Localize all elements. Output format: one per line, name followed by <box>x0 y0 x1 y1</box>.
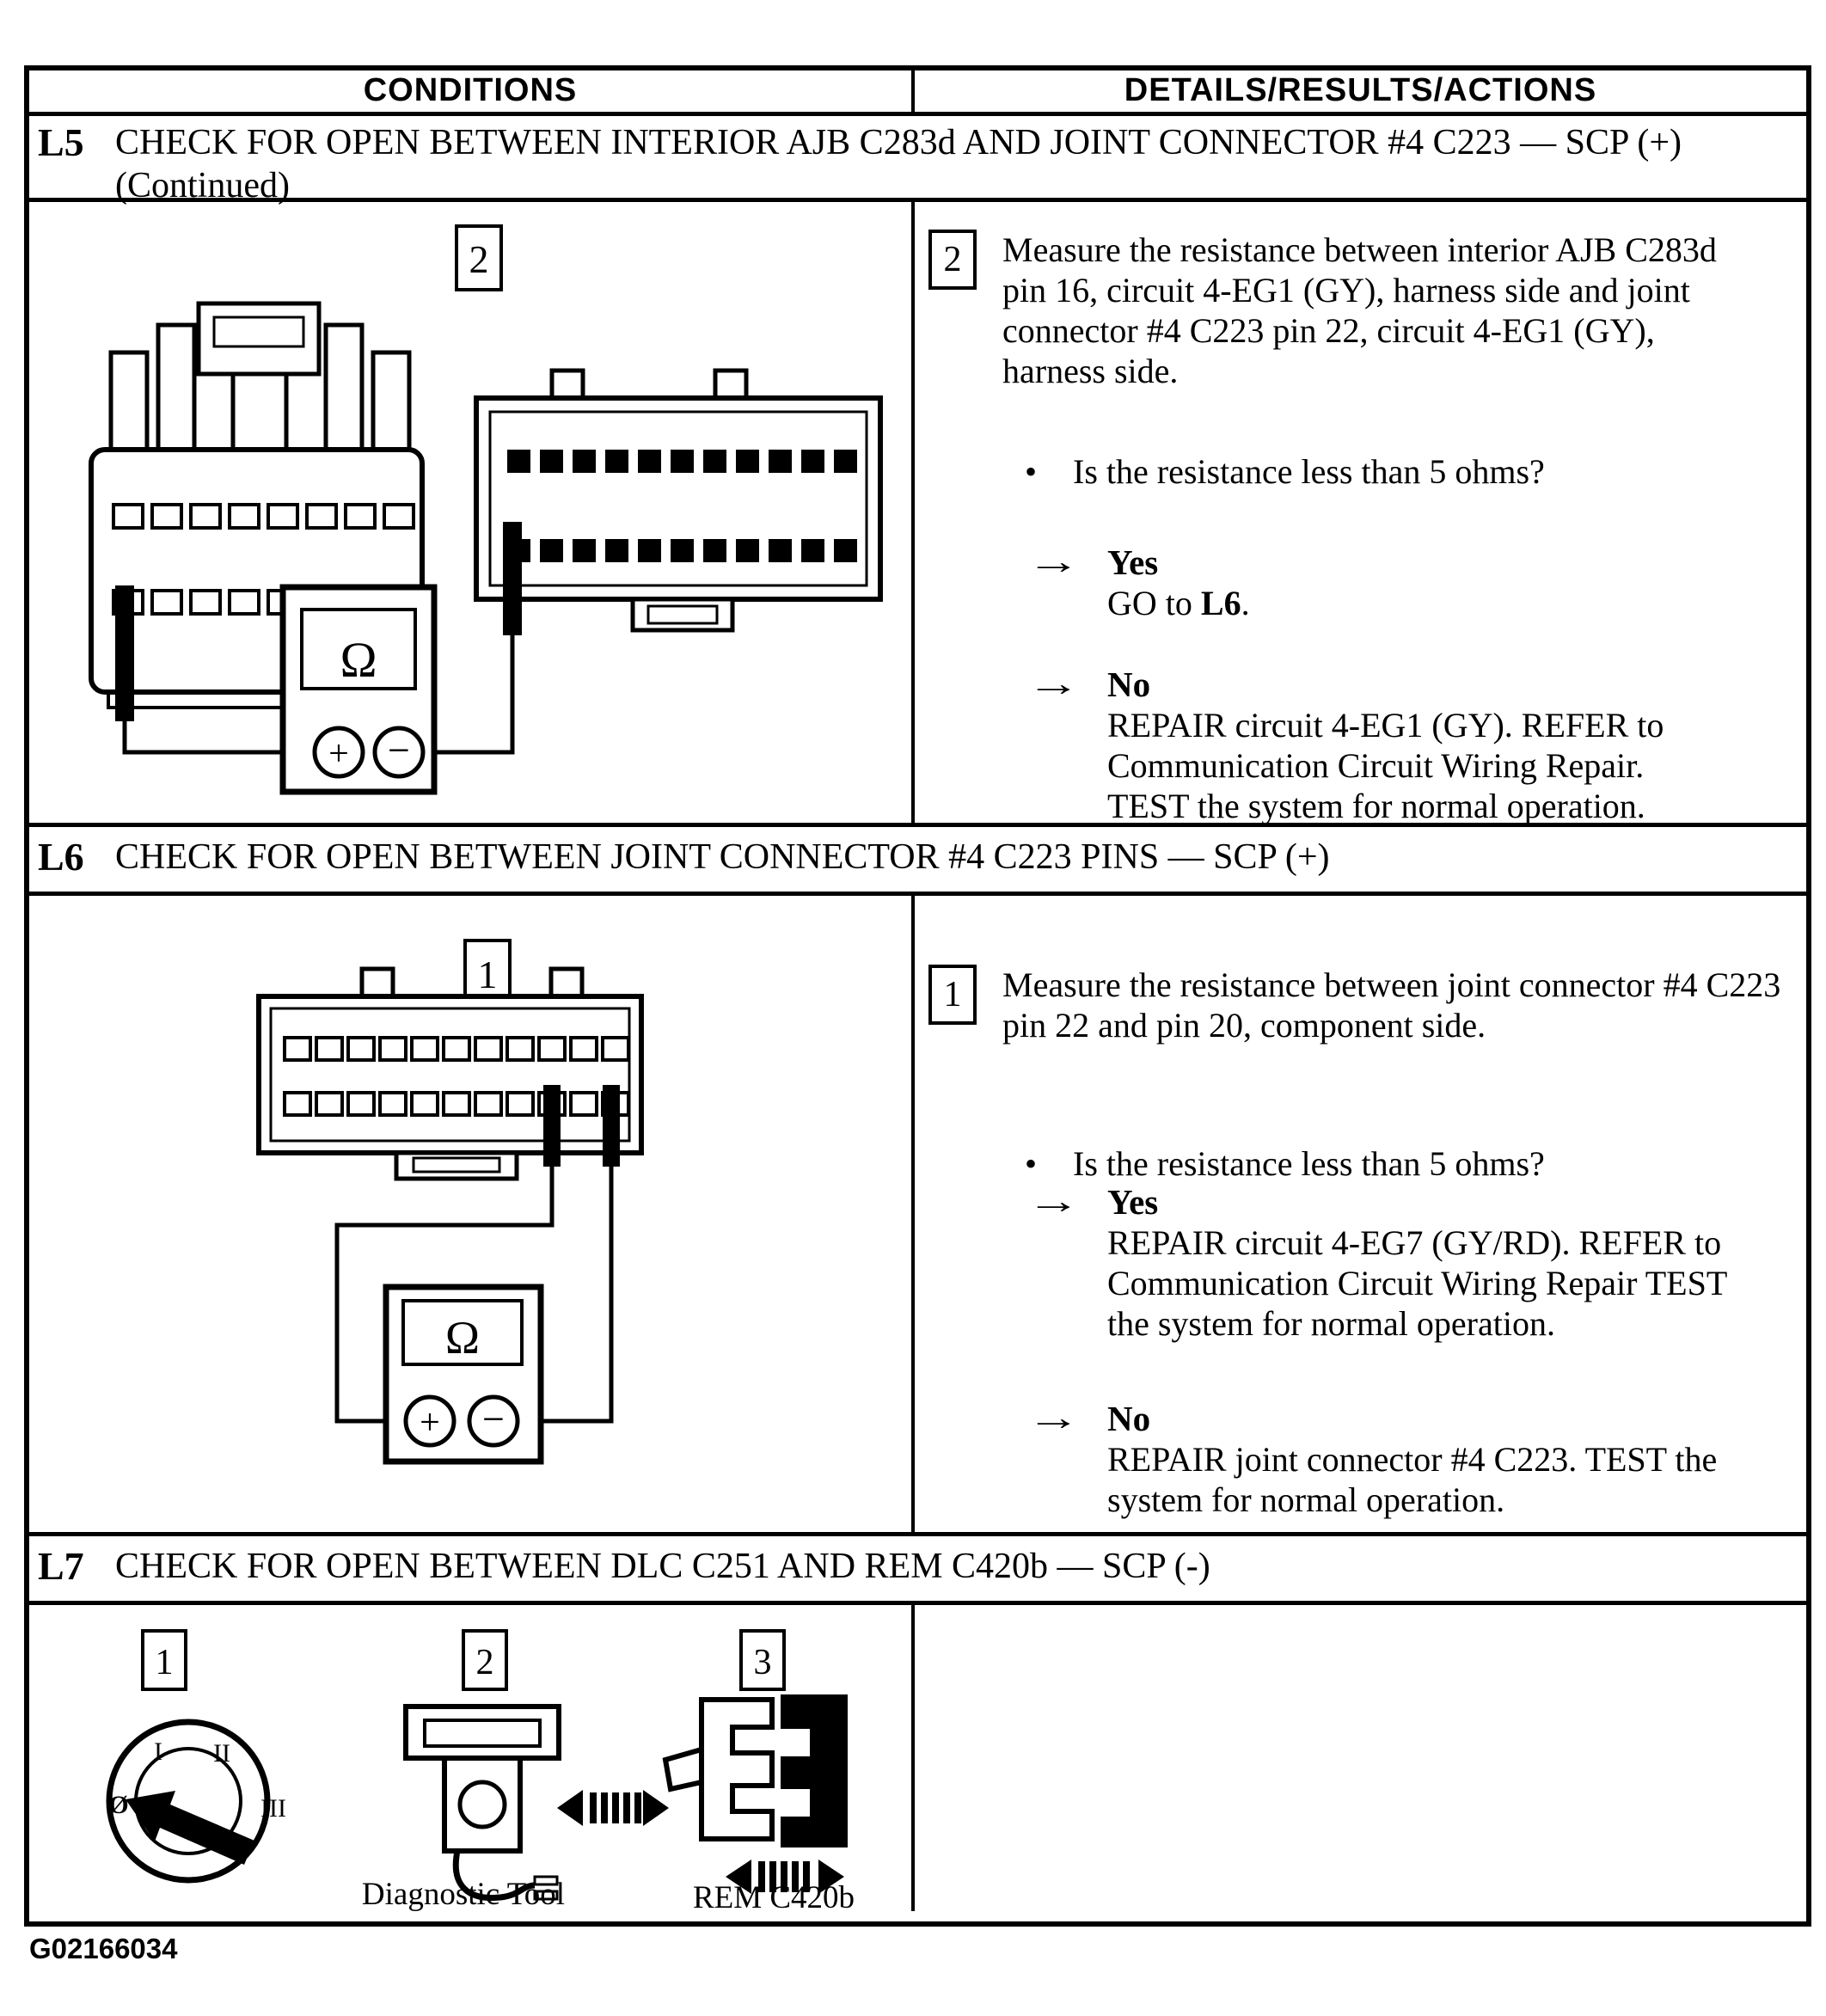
plus-terminal-label: + <box>420 1403 440 1443</box>
probe-pin22 <box>543 1085 561 1167</box>
bidirectional-arrow-icon <box>557 1790 669 1826</box>
l5-yes-answer <box>1026 542 1250 623</box>
key-position-3: III <box>260 1794 286 1823</box>
l6-actions-cell <box>911 896 1806 1532</box>
minus-terminal-label: − <box>388 728 410 772</box>
diagnostic-tool-icon <box>362 1631 669 1911</box>
svg-text:2: 2 <box>469 237 489 281</box>
bullet-icon: • <box>1025 452 1038 491</box>
test-step-id-l5: L5 <box>38 120 84 164</box>
svg-text:1: 1 <box>477 953 498 996</box>
test-step-id-l6: L6 <box>38 835 84 879</box>
l6-no-action: REPAIR joint connector #4 C223. TEST the system for normal operation. <box>1107 1440 1718 1519</box>
l6-no-label: No <box>1107 1399 1151 1438</box>
l5-no-label: No <box>1107 665 1151 704</box>
l6-yes-answer <box>1026 1182 1761 1344</box>
joint-pins-row1 <box>507 450 857 473</box>
l5-yes-action: GO to L6. <box>1107 584 1250 622</box>
row-l6-title <box>29 827 1806 896</box>
l6-diagram-cell <box>29 896 911 1532</box>
rem-connector-icon <box>665 1631 855 1911</box>
rem-module-connector <box>781 1694 848 1847</box>
row-l5-content <box>29 202 1806 827</box>
l6-yes-label: Yes <box>1107 1182 1159 1222</box>
l5-yes-label: Yes <box>1107 542 1159 582</box>
joint-pins-row2 <box>507 539 857 562</box>
l6-yes-action: REPAIR circuit 4-EG7 (GY/RD). REFER to Communication Circuit Wiring Repair TEST the system for normal operation. <box>1107 1223 1727 1343</box>
test-step-id-l7: L7 <box>38 1544 84 1588</box>
diagnostic-tool-label: Diagnostic Tool <box>361 1877 566 1911</box>
l5-step-number: 2 <box>928 230 977 290</box>
l5-actions-cell <box>911 202 1806 823</box>
pinpoint-test-table <box>24 65 1811 1927</box>
l6-measurement-diagram <box>29 896 911 1536</box>
joint-connector-c223-component-side <box>259 969 641 1179</box>
probe-pin22 <box>503 522 522 635</box>
l6-instruction: Measure the resistance between joint connector #4 C223 pin 22 and pin 20, component side. <box>1002 965 1781 1045</box>
test-step-title-l7: CHECK FOR OPEN BETWEEN DLC C251 AND REM C420b — SCP (-) <box>115 1547 1210 1586</box>
svg-text:1: 1 <box>155 1643 174 1682</box>
callout-2-box <box>456 226 501 290</box>
plus-terminal-label: + <box>328 734 349 774</box>
test-step-title-l6: CHECK FOR OPEN BETWEEN JOINT CONNECTOR #4 C223 PINS — SCP (+) <box>115 837 1330 877</box>
figure-id-label: G02166034 <box>29 1933 178 1964</box>
l7-diagram-cell <box>29 1605 911 1911</box>
ohmmeter <box>283 587 434 792</box>
minus-terminal-label: − <box>482 1397 505 1441</box>
key-position-1: I <box>154 1737 162 1766</box>
rem-connector-label: REM C420b <box>692 1880 855 1911</box>
l6-question-row <box>1025 1143 1545 1184</box>
l7-setup-icons <box>29 1605 911 1911</box>
ignition-switch-icon <box>108 1631 286 1880</box>
key-position-2: II <box>213 1739 230 1768</box>
l6-no-answer <box>1026 1399 1795 1520</box>
l6-question: Is the resistance less than 5 ohms? <box>1073 1144 1545 1183</box>
test-step-title-l5: CHECK FOR OPEN BETWEEN INTERIOR AJB C283d AND JOINT CONNECTOR #4 C223 — SCP (+) (Continued) <box>115 123 1682 205</box>
row-l5-title <box>29 116 1806 205</box>
conditions-header: CONDITIONS <box>363 72 578 108</box>
l5-no-answer <box>1026 665 1700 826</box>
rem-harness-connector <box>702 1700 772 1839</box>
l6-step <box>928 965 1785 1045</box>
l5-diagram-cell <box>29 202 911 823</box>
l5-measurement-diagram <box>29 202 911 827</box>
ohmmeter <box>386 1287 541 1461</box>
l5-goto-target: L6 <box>1200 584 1241 622</box>
l5-instruction: Measure the resistance between interior AJB C283d pin 16, circuit 4-EG1 (GY), harness side and joint connector #4 C223 pin 22, circuit 4-EG1 (GY), harness side. <box>1002 230 1717 390</box>
arrow-right-icon: → <box>1026 1399 1081 1438</box>
probe-pin16 <box>115 585 134 721</box>
l5-question: Is the resistance less than 5 ohms? <box>1073 452 1545 491</box>
ohm-symbol: Ω <box>444 1312 481 1363</box>
row-l7-title <box>29 1536 1806 1605</box>
l5-no-action: REPAIR circuit 4-EG1 (GY). REFER to Communication Circuit Wiring Repair. TEST the system for normal operation. <box>1107 706 1664 825</box>
bullet-icon: • <box>1025 1144 1038 1183</box>
l5-step <box>928 230 1763 391</box>
joint-pins-top-row <box>285 1038 628 1060</box>
l7-actions-cell <box>911 1605 1806 1911</box>
table-header-row <box>29 70 1806 116</box>
rem-connector-tab <box>665 1749 702 1789</box>
joint-connector-c223 <box>476 371 880 635</box>
joint-pins-bottom-row <box>285 1093 628 1115</box>
arrow-right-icon: → <box>1026 665 1081 704</box>
row-l6-content <box>29 896 1806 1536</box>
probe-pin20 <box>603 1085 620 1167</box>
svg-text:2: 2 <box>475 1643 494 1682</box>
ohm-symbol: Ω <box>340 632 377 688</box>
details-results-actions-header: DETAILS/RESULTS/ACTIONS <box>911 70 1806 112</box>
row-l7-content <box>29 1605 1806 1911</box>
arrow-right-icon: → <box>1026 542 1081 582</box>
arrow-right-icon: → <box>1026 1182 1081 1222</box>
l5-question-row <box>1025 451 1545 492</box>
svg-text:3: 3 <box>753 1643 772 1682</box>
l6-step-number: 1 <box>928 965 977 1025</box>
key-position-off: Ø <box>108 1791 129 1819</box>
